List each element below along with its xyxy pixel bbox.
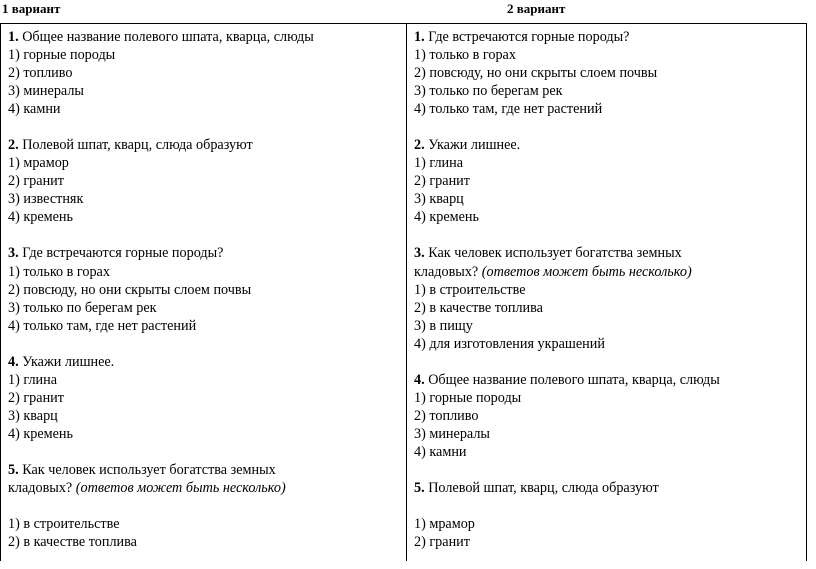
answer-option: 4) камни (8, 101, 61, 118)
answer-option: 1) только в горах (414, 47, 516, 64)
question-4 (8, 353, 400, 443)
answer-option: 2) повсюду, но они скрыты слоем почвы (414, 65, 658, 82)
question-number: 5. (8, 461, 19, 478)
question-number: 5. (414, 479, 425, 496)
question-text: 2. Укажи лишнее. (414, 137, 521, 154)
question-text: 5. Полевой шпат, кварц, слюда образуют (414, 479, 659, 496)
question-4 (414, 371, 802, 461)
answer-option: 2) в качестве топлива (8, 534, 137, 551)
answer-option: 3) кварц (414, 191, 464, 208)
question-number: 3. (8, 245, 19, 262)
variant-1-column (8, 28, 400, 569)
question-1 (414, 28, 802, 118)
question-number: 1. (414, 29, 425, 45)
answer-option: 1) в строительстве (414, 281, 526, 298)
question-text: 1. Общее название полевого шпата, кварца, слюды (8, 29, 314, 45)
question-3 (8, 244, 400, 334)
question-text: 5. Как человек использует богатства земных (8, 461, 276, 478)
question-1 (8, 28, 400, 118)
answer-option: 3) только по берегам рек (414, 83, 563, 100)
answer-option: 1) горные породы (8, 47, 116, 64)
question-text: 4. Общее название полевого шпата, кварца, слюды (414, 371, 720, 388)
answer-option: 2) гранит (414, 173, 470, 190)
answer-option: 4) кремень (8, 209, 73, 226)
question-note: (ответов может быть несколько) (481, 263, 692, 280)
answer-option: 2) топливо (8, 65, 73, 82)
question-number: 2. (414, 137, 425, 154)
answer-option: 1) мрамор (414, 516, 475, 533)
question-2 (8, 136, 400, 226)
table-column-divider (406, 23, 407, 561)
question-note: (ответов может быть несколько) (75, 479, 286, 496)
answer-option: 4) камни (414, 443, 467, 460)
question-number: 2. (8, 137, 19, 154)
table-right-border (806, 23, 807, 561)
answer-option: 1) горные породы (414, 389, 522, 406)
answer-option: 2) гранит (414, 534, 470, 551)
question-number: 3. (414, 245, 425, 262)
question-text: 3. Как человек использует богатства земных (414, 245, 682, 262)
answer-option: 3) кварц (8, 407, 58, 424)
answer-option: 1) только в горах (8, 263, 110, 280)
question-text-continued: кладовых? (ответов может быть несколько) (8, 479, 286, 496)
answer-option: 2) топливо (414, 407, 479, 424)
answer-option: 2) повсюду, но они скрыты слоем почвы (8, 281, 252, 298)
question-text: 4. Укажи лишнее. (8, 353, 115, 370)
question-5 (8, 461, 400, 551)
answer-option: 3) известняк (8, 191, 84, 208)
answer-option: 2) в качестве топлива (414, 299, 543, 316)
question-2 (414, 136, 802, 226)
answer-option: 3) в пищу (414, 317, 473, 334)
question-3 (414, 244, 802, 352)
question-text: 2. Полевой шпат, кварц, слюда образуют (8, 137, 253, 154)
answer-option: 3) минералы (8, 83, 84, 100)
answer-option: 4) только там, где нет растений (8, 317, 197, 334)
question-text: 3. Где встречаются горные породы? (8, 245, 224, 262)
answer-option: 1) глина (8, 371, 58, 388)
question-number: 4. (8, 353, 19, 370)
variant-1-heading: 1 вариант (2, 1, 61, 16)
answer-option: 3) только по берегам рек (8, 299, 157, 316)
question-text: 1. Где встречаются горные породы? (414, 29, 630, 45)
answer-option: 4) кремень (414, 209, 479, 226)
question-number: 1. (8, 29, 19, 45)
question-text-continued: кладовых? (ответов может быть несколько) (414, 263, 692, 280)
question-5 (414, 479, 802, 551)
answer-option: 1) в строительстве (8, 516, 120, 533)
answer-option: 4) кремень (8, 425, 73, 442)
answer-option: 4) только там, где нет растений (414, 101, 603, 118)
variant-2-heading: 2 вариант (507, 1, 566, 16)
table-left-border (0, 23, 1, 561)
table-top-border (0, 23, 807, 24)
answer-option: 2) гранит (8, 389, 64, 406)
answer-option: 2) гранит (8, 173, 64, 190)
answer-option: 3) минералы (414, 425, 490, 442)
answer-option: 4) для изготовления украшений (414, 335, 605, 352)
question-number: 4. (414, 371, 425, 388)
answer-option: 1) глина (414, 155, 464, 172)
variant-2-column (414, 28, 802, 569)
answer-option: 1) мрамор (8, 155, 69, 172)
